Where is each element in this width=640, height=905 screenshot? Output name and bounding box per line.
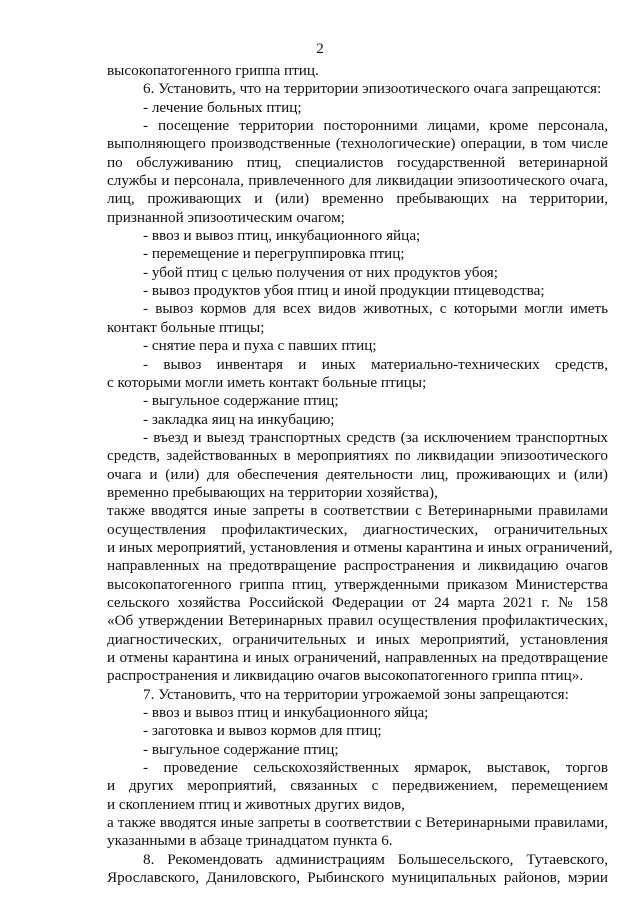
text-line: - заготовка и вывоз кормов для птиц; [143,722,382,740]
text-line: с которыми могли иметь контакт больные птицы; [107,373,427,391]
text-line: а также вводятся иные запреты в соответствии с Ветеринарными правилами, [107,814,608,832]
text-line: распространения и ликвидацию очагов высокопатогенного гриппа птиц». [107,667,584,685]
text-line: - выгульное содержание птиц; [143,392,339,410]
text-line: очага и (или) для обеспечения деятельности лиц, проживающих и (или) [107,465,608,483]
text-line: - лечение больных птиц; [143,98,302,116]
page-number: 2 [316,40,324,57]
text-line: сельского хозяйства Российской Федерации от 24 марта 2021 г. № 158 [107,593,608,611]
text-line: 6. Установить, что на территории эпизоотического очага запрещаются: [143,80,602,98]
text-line: - въезд и выезд транспортных средств (за исключением транспортных [143,428,608,446]
text-line: - проведение сельскохозяйственных ярмарок, выставок, торгов [143,759,608,777]
text-line: также вводятся иные запреты в соответствии с Ветеринарными правилами [107,502,608,520]
text-line: - вывоз кормов для всех видов животных, с которыми могли иметь [143,300,608,318]
text-line: и иных мероприятий, установления и отмены карантина и иных ограничений, [107,538,613,556]
text-line: Ярославского, Даниловского, Рыбинского муниципальных районов, мэрии [107,869,608,887]
text-line: и скоплением птиц и животных других видов, [107,795,405,813]
text-line: - вывоз продуктов убоя птиц и иной продукции птицеводства; [143,282,545,300]
text-line: признанной эпизоотическим очагом; [107,208,345,226]
text-line: высокопатогенного гриппа птиц. [107,62,319,79]
text-line: высокопатогенного гриппа птиц, утвержденными приказом Министерства [107,575,608,593]
text-line: - вывоз инвентаря и иных материально-технических средств, [143,355,608,373]
text-line: указанными в абзаце тринадцатом пункта 6. [107,832,393,850]
text-line: и отмены карантина и иных ограничений, направленных на предотвращение [107,649,608,666]
text-line: направленных на предотвращение распространения и ликвидацию очагов [107,557,608,575]
text-line: по обслуживанию птиц, специалистов государственной ветеринарной [107,153,608,171]
text-line: - убой птиц с целью получения от них продуктов убоя; [143,263,498,281]
text-line: - посещение территории посторонними лицами, кроме персонала, [143,117,608,135]
text-line: - перемещение и перегруппировка птиц; [143,245,405,263]
text-line: контакт больные птицы; [107,318,265,336]
text-line: - выгульное содержание птиц; [143,740,339,758]
text-line: лиц, проживающих и (или) временно пребывающих на территории, [107,190,608,208]
text-line: временно пребывающих на территории хозяйства), [107,483,438,501]
text-line: осуществления профилактических, диагностических, ограничительных [107,520,608,538]
document-body [107,62,613,887]
text-line: службы и персонала, привлеченного для ликвидации эпизоотического очага, [107,172,608,190]
text-line: «Об утверждении Ветеринарных правил осуществления профилактических, [107,612,608,630]
text-line: 8. Рекомендовать администрациям Большесельского, Тутаевского, [143,850,608,868]
text-line: и других мероприятий, связанных с передвижением, перемещением [107,777,608,795]
text-line: - ввоз и вывоз птиц, инкубационного яйца; [143,227,421,245]
text-line: - снятие пера и пуха с павших птиц; [143,337,377,355]
text-line: 7. Установить, что на территории угрожаемой зоны запрещаются: [143,685,569,703]
text-line: выполняющего производственные (технологические) операции, в том числе [107,135,608,153]
text-line: - закладка яиц на инкубацию; [143,410,335,428]
text-line: - ввоз и вывоз птиц и инкубационного яйца; [143,704,429,722]
text-line: средств, задействованных в мероприятиях по ликвидации эпизоотического [107,447,608,465]
text-line: диагностических, ограничительных и иных мероприятий, установления [107,630,608,648]
